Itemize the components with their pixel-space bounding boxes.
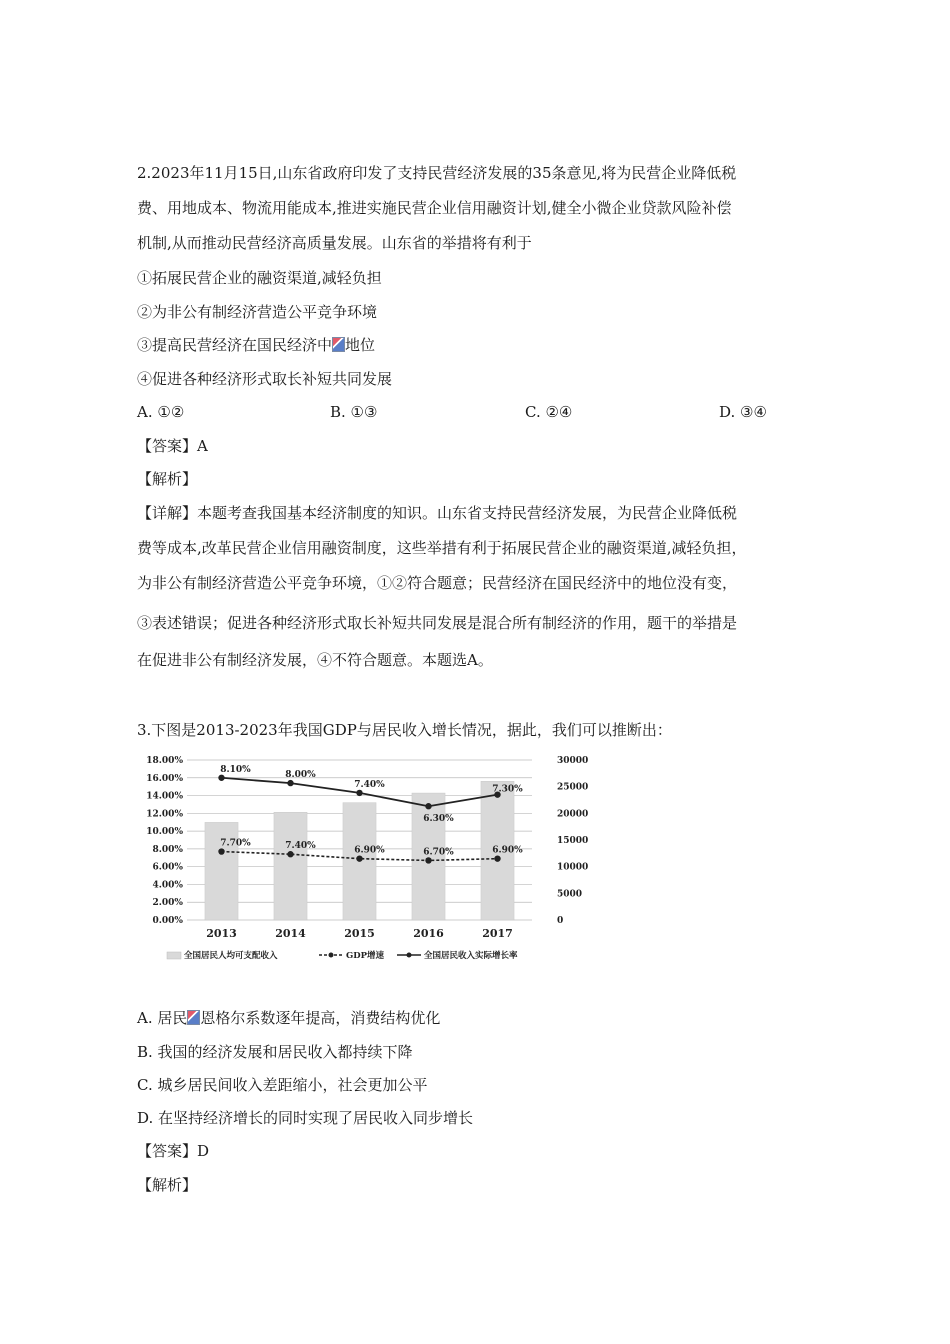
- q2-detail-line-3: 为非公有制经济营造公平竞争环境，①②符合题意；民营经济在国民经济中的地位没有变，: [137, 574, 738, 592]
- legend-dashed-marker: [329, 953, 334, 958]
- income-bar: [274, 812, 307, 920]
- left-tick-label: 4.00%: [152, 880, 183, 891]
- gdp-growth-data-label: 7.40%: [285, 841, 316, 852]
- q2-detail-line-2: 费等成本,改革民营企业信用融资制度，这些举措有利于拓展民营企业的融资渠道,减轻负担，: [137, 539, 747, 557]
- income-growth-data-label: 8.00%: [285, 770, 316, 781]
- q2-detail-line-1: 【详解】本题考查我国基本经济制度的知识。山东省支持民营经济发展，为民营企业降低税: [137, 504, 738, 522]
- q3-option-c: C. 城乡居民间收入差距缩小，社会更加公平: [137, 1076, 428, 1094]
- q2-option-a: A. ①②: [137, 403, 185, 421]
- gdp-growth-point: [218, 848, 224, 854]
- q2-item-3: [137, 335, 375, 355]
- right-tick-label: 30000: [557, 756, 589, 766]
- q2-item-3-text-a: ③提高民营经济在国民经济中: [137, 336, 333, 354]
- left-tick-label: 16.00%: [146, 773, 183, 784]
- q2-option-c: C. ②④: [525, 403, 573, 421]
- x-tick-label: 2015: [344, 927, 375, 940]
- q2-stem-line-3: 机制,从而推动民营经济高质量发展。山东省的举措将有利于: [137, 234, 532, 252]
- q3-stem: 3.下图是2013-2023年我国GDP与居民收入增长情况，据此，我们可以推断出：: [137, 721, 672, 739]
- gdp-growth-point: [287, 851, 293, 857]
- legend-label: 全国居民人均可支配收入: [184, 951, 278, 961]
- income-growth-data-label: 8.10%: [220, 764, 251, 775]
- left-tick-label: 2.00%: [152, 898, 183, 909]
- q2-item-1: ①拓展民营企业的融资渠道,减轻负担: [137, 269, 382, 287]
- right-tick-label: 0: [557, 916, 564, 926]
- q3-option-d: D. 在坚持经济增长的同时实现了居民收入同步增长: [137, 1109, 474, 1127]
- chart-svg: [137, 745, 597, 970]
- gdp-growth-data-label: 6.90%: [354, 845, 385, 856]
- gdp-growth-point: [494, 855, 500, 861]
- q3-analysis-heading: 【解析】: [137, 1176, 198, 1194]
- gdp-growth-data-label: 6.70%: [423, 847, 454, 858]
- gdp-growth-point: [425, 857, 431, 863]
- q3-option-a-text-1: A. 居民: [137, 1009, 188, 1027]
- income-growth-point: [356, 790, 362, 796]
- left-tick-label: 14.00%: [146, 791, 183, 802]
- income-growth-point: [287, 780, 293, 786]
- q2-stem-line-2: 费、用地成本、物流用能成本,推进实施民营企业信用融资计划,健全小微企业贷款风险补偿: [137, 199, 732, 217]
- q2-analysis-heading: 【解析】: [137, 470, 198, 488]
- right-tick-label: 5000: [557, 889, 583, 900]
- right-tick-label: 15000: [557, 836, 589, 846]
- income-growth-data-label: 6.30%: [423, 814, 454, 825]
- left-tick-label: 6.00%: [152, 862, 183, 873]
- gdp-growth-data-label: 6.90%: [492, 845, 523, 856]
- right-tick-label: 20000: [557, 809, 589, 820]
- left-tick-label: 12.00%: [146, 809, 183, 820]
- q2-item-4: ④促进各种经济形式取长补短共同发展: [137, 370, 393, 388]
- left-tick-label: 0.00%: [152, 916, 183, 926]
- left-tick-label: 10.00%: [146, 827, 183, 838]
- q2-answer: 【答案】A: [137, 437, 208, 455]
- income-growth-point: [218, 775, 224, 781]
- legend-label: 全国居民收入实际增长率: [424, 951, 518, 961]
- x-tick-label: 2014: [275, 927, 306, 940]
- q2-detail-line-5: 在促进非公有制经济发展，④不符合题意。本题选A。: [137, 651, 493, 669]
- chart-legend: [167, 950, 518, 961]
- q3-option-a: [137, 1008, 440, 1028]
- broken-image-icon: [187, 1010, 200, 1025]
- income-growth-data-label: 7.30%: [492, 784, 523, 795]
- income-bar: [205, 822, 238, 920]
- q2-detail-line-4: ③表述错误；促进各种经济形式取长补短共同发展是混合所有制经济的作用，题干的举措是: [137, 614, 738, 632]
- legend-label: GDP增速: [346, 951, 385, 961]
- x-tick-label: 2017: [482, 927, 513, 940]
- income-growth-point: [425, 803, 431, 809]
- x-tick-label: 2013: [206, 927, 237, 940]
- q2-option-d: D. ③④: [719, 403, 767, 421]
- q2-stem-line-1: 2.2023年11月15日,山东省政府印发了支持民营经济发展的35条意见,将为民营企业降低税: [137, 164, 737, 182]
- q3-option-a-text-2: 恩格尔系数逐年提高，消费结构优化: [200, 1009, 441, 1027]
- legend-solid-marker: [407, 953, 412, 958]
- x-tick-label: 2016: [413, 927, 444, 940]
- right-tick-label: 10000: [557, 862, 589, 873]
- legend-bar-swatch: [167, 952, 181, 959]
- right-tick-label: 25000: [557, 782, 589, 793]
- q2-item-2: ②为非公有制经济营造公平竞争环境: [137, 303, 378, 321]
- gdp-income-chart: [137, 745, 597, 970]
- gdp-growth-point: [356, 855, 362, 861]
- gdp-growth-data-label: 7.70%: [220, 838, 251, 849]
- q2-option-b: B. ①③: [330, 403, 378, 421]
- q2-item-3-text-b: 地位: [345, 336, 376, 354]
- broken-image-icon: [332, 337, 345, 352]
- left-tick-label: 8.00%: [152, 844, 183, 855]
- q3-answer: 【答案】D: [137, 1142, 210, 1160]
- q3-option-b: B. 我国的经济发展和居民收入都持续下降: [137, 1043, 413, 1061]
- income-growth-data-label: 7.40%: [354, 779, 385, 790]
- left-tick-label: 18.00%: [146, 756, 183, 766]
